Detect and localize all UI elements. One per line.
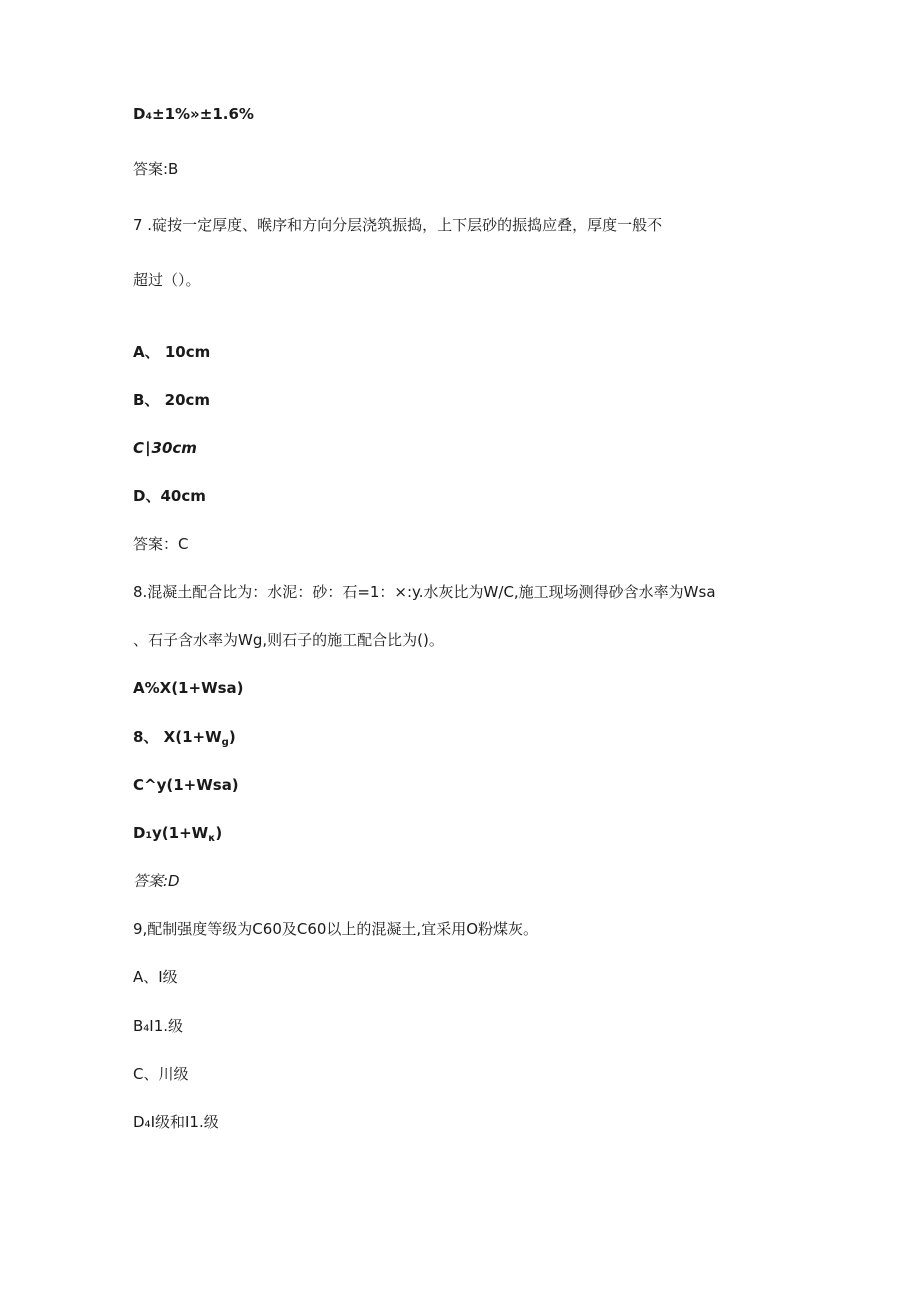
q8-stem-line-2: 、石子含水率为Wg,则石子的施工配合比为()。 [133,631,444,649]
q8-stem-line-1: 8.混凝土配合比为：水泥：砂：石=1：×:y.水灰比为W/C,施工现场测得砂含水率为Wsa [133,583,716,601]
q8-option-b-subscript: g [221,737,229,748]
q6-option-d: D₄±1%»±1.6% [133,105,254,123]
q8-option-b-close: ) [228,728,236,746]
q8-answer: 答案:D [133,872,180,890]
q9-option-a: A、I级 [133,968,178,986]
q8-option-d [133,823,222,849]
q7-option-a: A、 10cm [133,343,211,361]
q9-option-d: D₄I级和I1.级 [133,1113,219,1131]
q8-option-a: A%X(1+Wsa) [133,679,244,697]
q7-option-d: D、40cm [133,487,206,505]
q7-stem-line-1: 7 .碇按一定厚度、喉序和方向分层浇筑振捣，上下层砂的振捣应叠，厚度一般不 [133,216,663,234]
q8-option-c: C^y(1+Wsa) [133,776,239,794]
q9-option-b: B₄I1.级 [133,1017,184,1035]
q8-option-d-subscript: κ [208,833,216,844]
q8-option-d-text: D₁y(1+W [133,824,209,842]
q9-stem: 9,配制强度等级为C60及C60以上的混凝土,宜采用O粉煤灰。 [133,920,539,938]
q7-option-c: C∣30cm [133,439,197,457]
q8-option-d-close: ) [215,824,223,842]
q7-stem-line-2: 超过（）。 [133,271,201,289]
q8-option-b-text: 8、 X(1+W [133,728,222,746]
q8-option-b [133,727,236,753]
q9-option-c: C、川级 [133,1065,189,1083]
q7-option-b: B、 20cm [133,391,211,409]
q6-answer: 答案:B [133,160,179,178]
q7-answer: 答案：C [133,535,189,553]
